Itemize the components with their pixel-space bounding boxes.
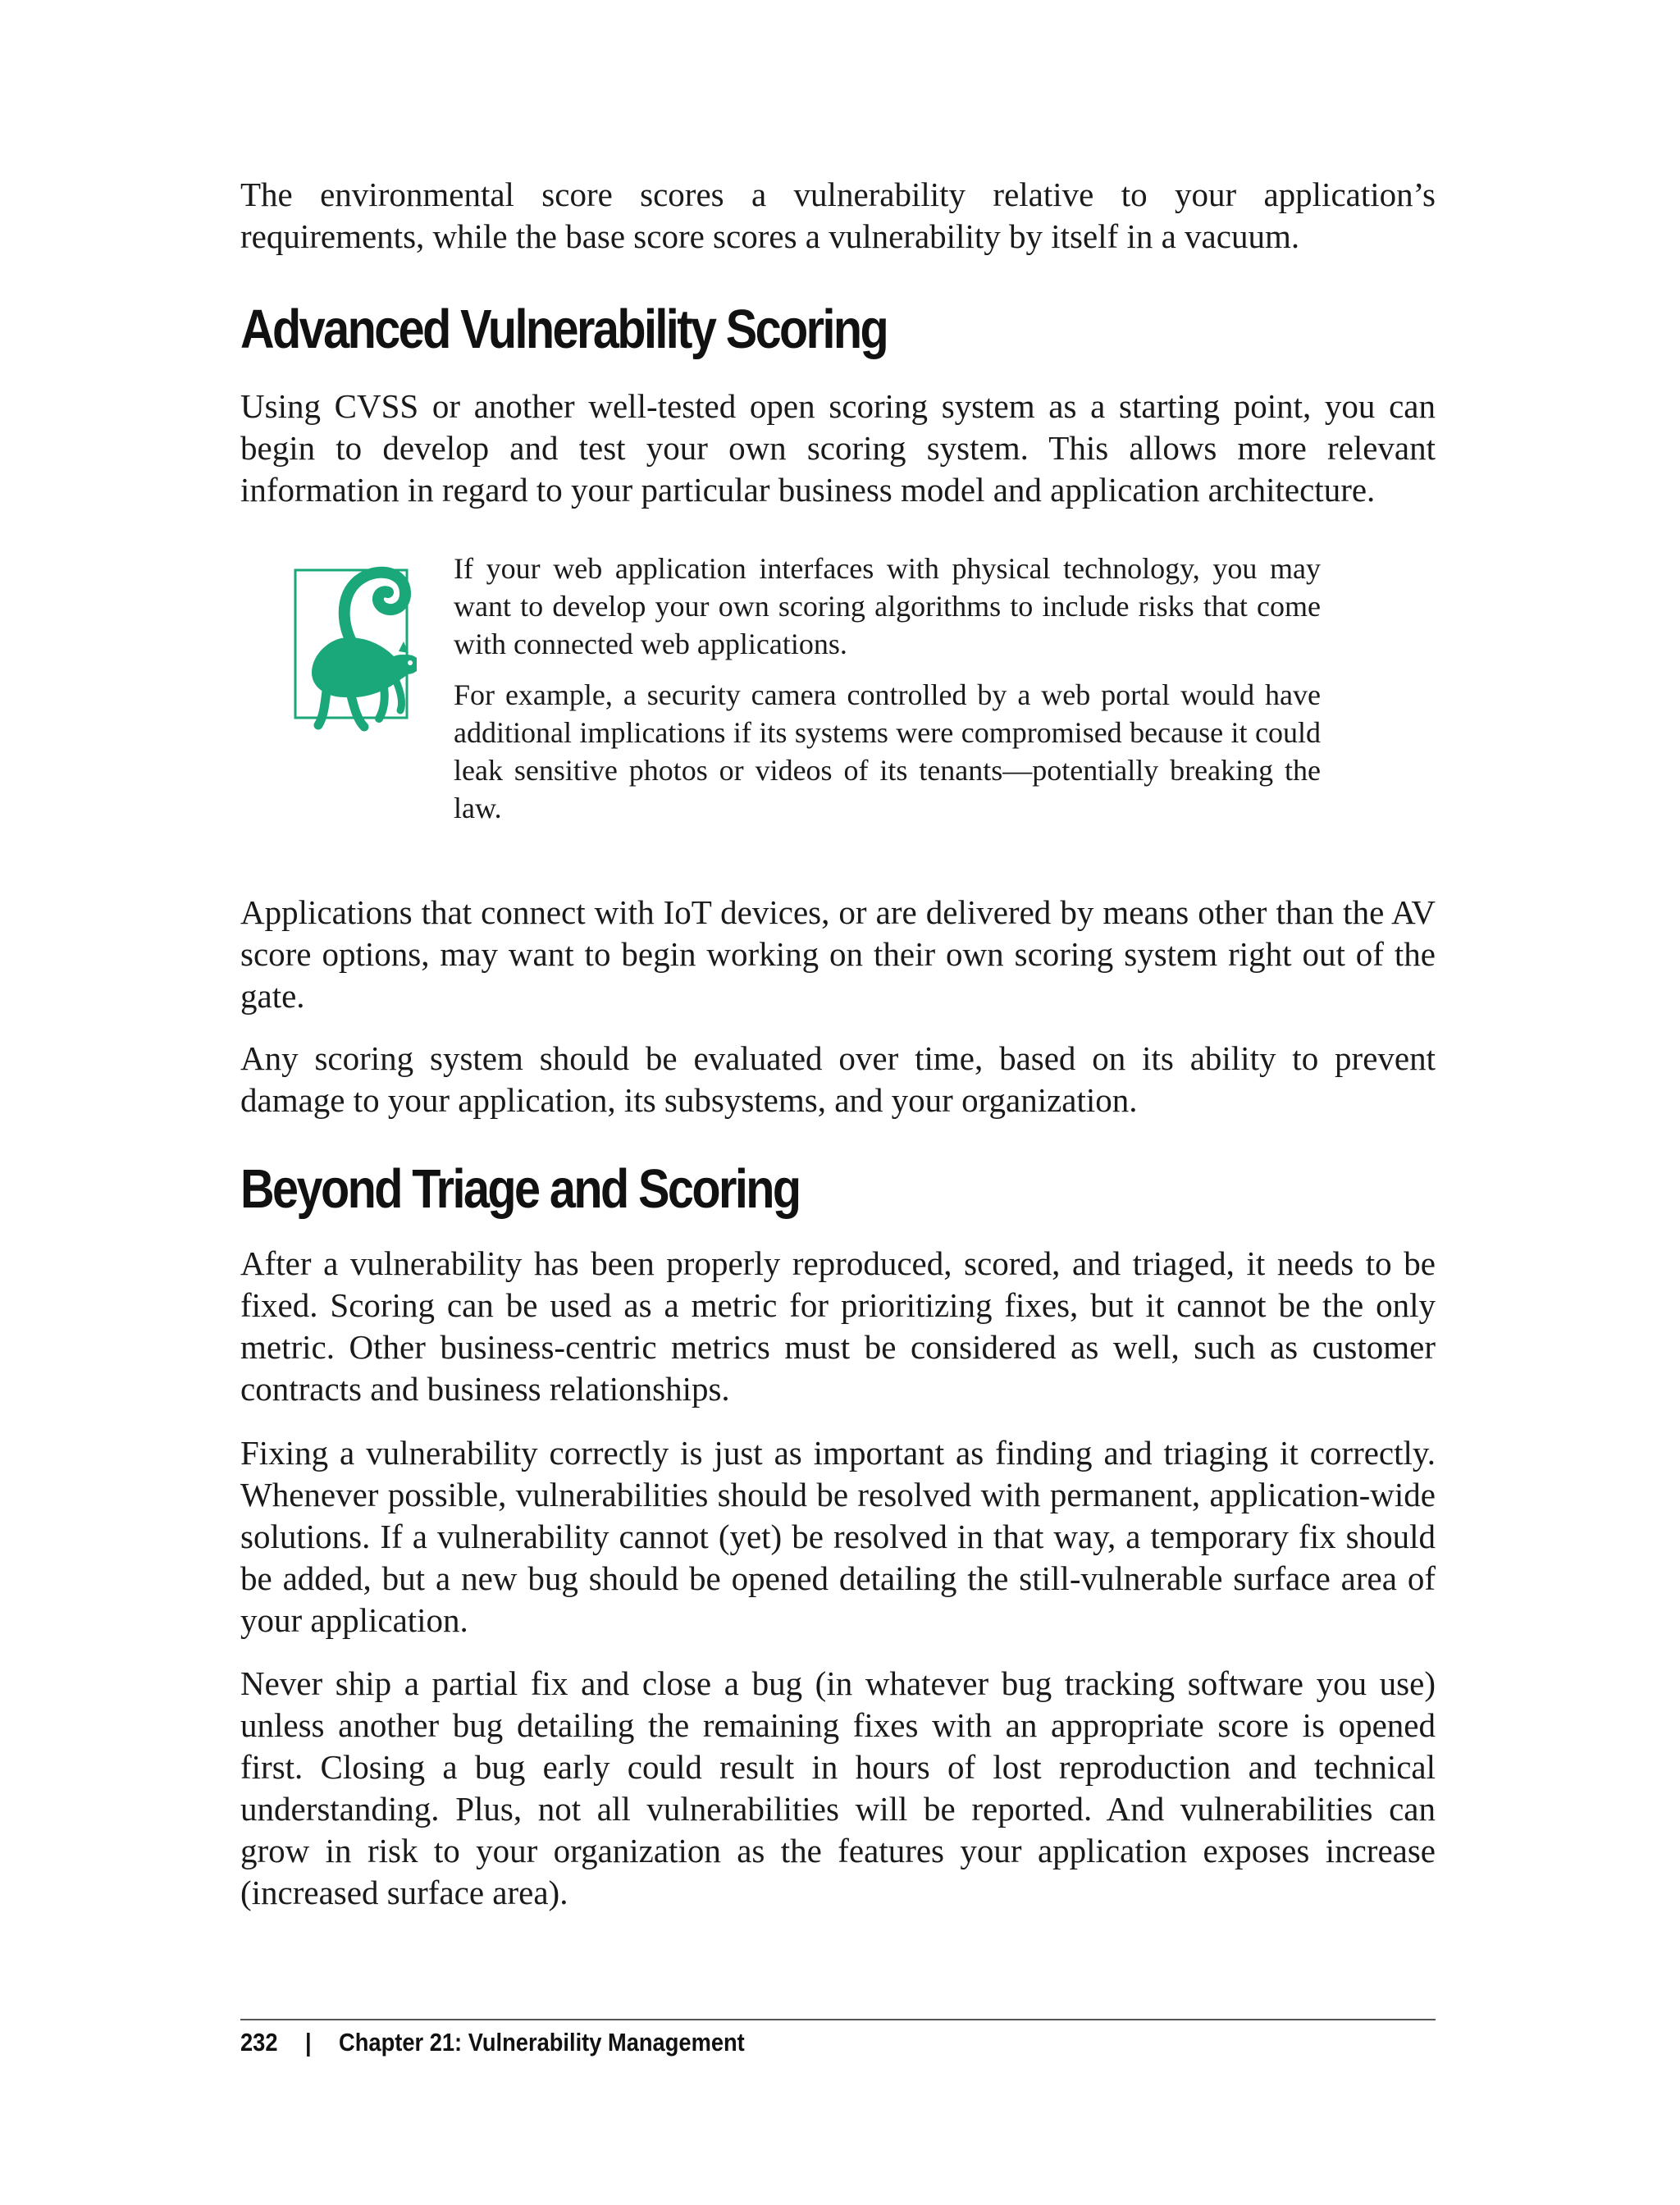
section-advanced-scoring bbox=[240, 297, 1436, 363]
page-number: 232 bbox=[240, 2028, 278, 2057]
footer-separator: | bbox=[304, 2028, 312, 2057]
tip-paragraph-2: For example, a security camera controlled by a web portal would have additional implications if its systems were compromised because it could leak sensitive photos or videos of its tenants—potentially breaking the law. bbox=[454, 678, 1321, 824]
section-heading-advanced-scoring: Advanced Vulnerability Scoring bbox=[240, 299, 888, 360]
section-heading-beyond-triage: Beyond Triage and Scoring bbox=[240, 1158, 800, 1220]
beyond-triage-paragraph-3-block bbox=[240, 1663, 1436, 1914]
evaluation-paragraph: Any scoring system should be evaluated over time, based on its ability to prevent damage to your application, its subsystems, and your organization. bbox=[240, 1039, 1436, 1119]
iot-paragraph: Applications that connect with IoT devices, or are delivered by means other than the AV score options, may want to begin working on their own scoring system right out of the gate. bbox=[240, 893, 1436, 1015]
advanced-scoring-body bbox=[240, 386, 1436, 511]
tip-callout bbox=[294, 550, 1321, 853]
tip-text bbox=[454, 550, 1321, 827]
chapter-title: Chapter 21: Vulnerability Management bbox=[339, 2028, 745, 2057]
page-footer bbox=[240, 2026, 745, 2059]
beyond-triage-paragraph-2: Fixing a vulnerability correctly is just as important as finding and triaging it correctly. Whenever possible, vulnerabilities should be resolved with permanent, application-wide solutions. If a vulnerability cannot (yet) be resolved in that way, a temporary fix should be added, but a new bug should be opened detailing the still-vulnerable surface area of your application. bbox=[240, 1434, 1436, 1639]
iot-paragraph-block bbox=[240, 892, 1436, 1017]
beyond-triage-paragraph-1: After a vulnerability has been properly reproduced, scored, and triaged, it needs to be fixed. Scoring can be used as a metric for prioritizing fixes, but it cannot be the only metric. Other business-centric metrics must be considered as well, such as customer contracts and business relationships. bbox=[240, 1244, 1436, 1408]
intro-paragraph: The environmental score scores a vulnerability relative to your application’s requirements, while the base score scores a vulnerability by itself in a vacuum. bbox=[240, 176, 1436, 255]
lemur-tip-icon bbox=[294, 550, 417, 738]
tip-paragraph-1: If your web application interfaces with physical technology, you may want to develop your own scoring algorithms to include risks that come with connected web applications. bbox=[454, 552, 1321, 660]
intro-block bbox=[240, 174, 1436, 258]
beyond-triage-paragraph-1-block bbox=[240, 1243, 1436, 1410]
footer-rule bbox=[240, 2019, 1436, 2020]
section-beyond-triage bbox=[240, 1157, 1436, 1222]
evaluation-paragraph-block bbox=[240, 1038, 1436, 1121]
beyond-triage-paragraph-2-block bbox=[240, 1432, 1436, 1641]
beyond-triage-paragraph-3: Never ship a partial fix and close a bug (in whatever bug tracking software you use) unless another bug detailing the remaining fixes with an appropriate score is opened first. Closing a bug early could result in hours of lost reproduction and technical understanding. Plus, not all vulnerabilities will be reported. And vulnerabilities can grow in risk to your organization as the features your application exposes increase (increased surface area). bbox=[240, 1664, 1436, 1911]
advanced-scoring-paragraph: Using CVSS or another well-tested open scoring system as a starting point, you can begin to develop and test your own scoring system. This allows more relevant information in regard to your particular business model and application architecture. bbox=[240, 387, 1436, 509]
